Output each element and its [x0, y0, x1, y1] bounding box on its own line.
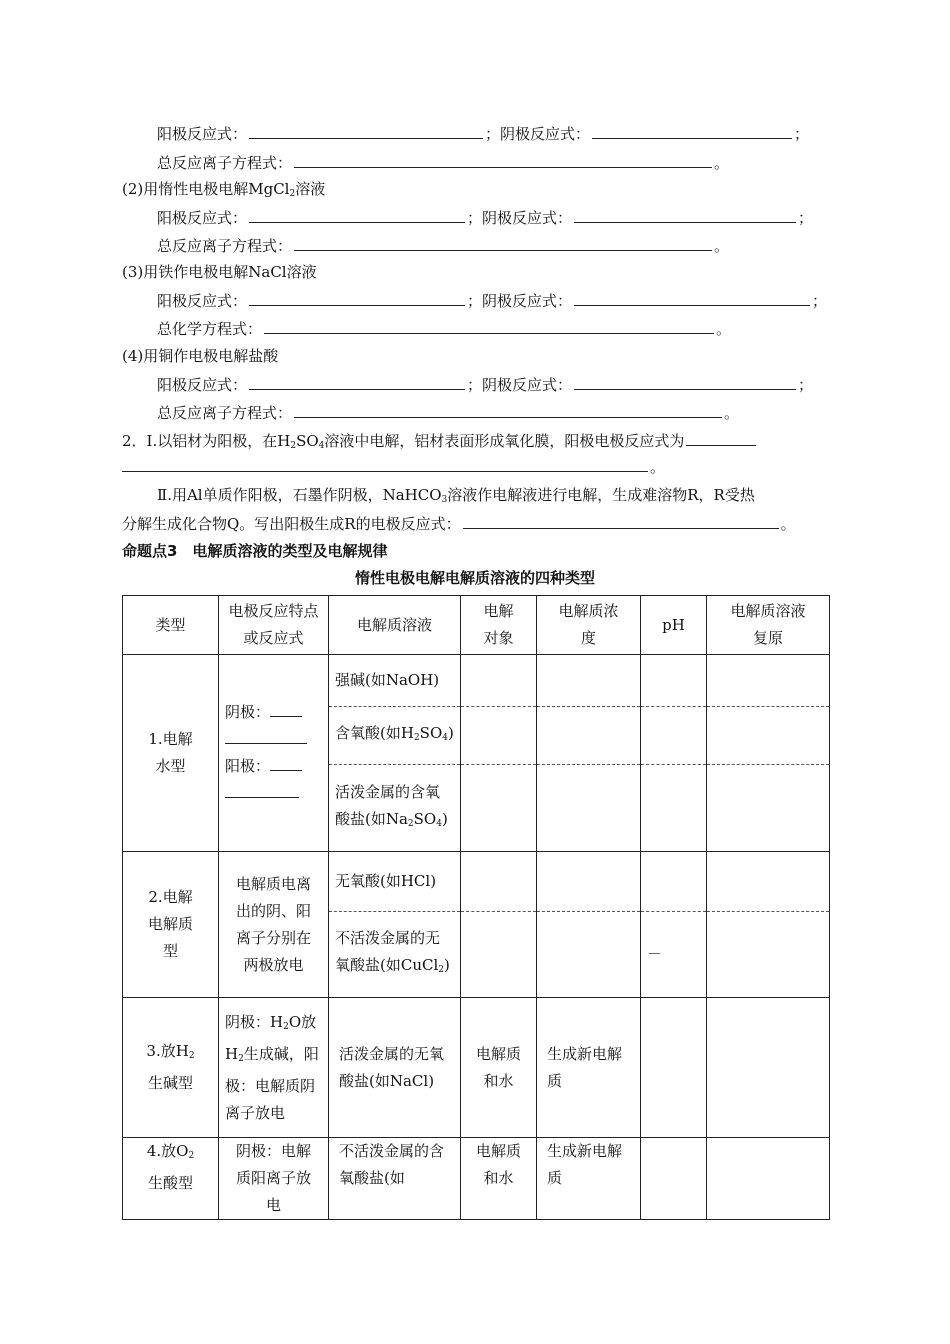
row4-solution: 不活泼金属的含氧酸盐(如	[329, 1138, 461, 1220]
q1-part2-total: 总反应离子方程式： 。	[157, 234, 729, 256]
answer-cell[interactable]	[641, 1138, 707, 1220]
q2-part2: Ⅱ.用Al单质作阳极，石墨作阴极，NaHCO$_3$溶液作电解液进行电解，生成难溶物R，R受热	[157, 486, 755, 505]
q1-part4-total: 总反应离子方程式： 。	[157, 401, 739, 423]
row4-object: 电解质和水	[461, 1138, 537, 1220]
header-feature: 电极反应特点或反应式	[219, 596, 329, 655]
answer-cell[interactable]	[707, 852, 830, 912]
row1a-solution: 强碱(如NaOH)	[329, 655, 461, 707]
answer-blank[interactable]	[294, 151, 712, 168]
q1-total-line: 总反应离子方程式： 。	[157, 151, 729, 173]
q1-part4-line: 阳极反应式： ；阴极反应式： ；	[157, 373, 813, 395]
answer-cell[interactable]	[461, 912, 537, 998]
row2-feature: 电解质电离出的阴、阳离子分别在两极放电	[219, 852, 329, 998]
header-object: 电解对象	[461, 596, 537, 655]
answer-blank[interactable]	[270, 754, 302, 771]
row2-type: 2.电解电解质型	[123, 852, 219, 998]
header-restore: 电解质溶液复原	[707, 596, 830, 655]
row2b-solution: 不活泼金属的无氧酸盐(如CuCl$_2$)	[329, 912, 461, 998]
header-solution: 电解质溶液	[329, 596, 461, 655]
section-title: 命题点3 电解质溶液的类型及电解规律	[122, 542, 388, 560]
q2-part1-cont: 。	[122, 455, 665, 477]
row2b-ph: －	[641, 912, 707, 998]
table-row	[123, 852, 830, 912]
answer-cell[interactable]	[707, 912, 830, 998]
answer-cell[interactable]	[537, 852, 641, 912]
answer-blank[interactable]	[270, 700, 302, 717]
q1-part3-line: 阳极反应式： ；阴极反应式： ；	[157, 289, 827, 311]
answer-blank[interactable]	[592, 122, 792, 139]
row4-conc: 生成新电解质	[537, 1138, 641, 1220]
answer-cell[interactable]	[707, 1138, 830, 1220]
answer-blank[interactable]	[686, 429, 756, 446]
answer-cell[interactable]	[537, 655, 641, 707]
answer-cell[interactable]	[707, 765, 830, 852]
q1-part2-title: (2)用惰性电极电解MgCl$_2$溶液	[122, 180, 326, 199]
row3-type: 3.放$H_2$生碱型	[123, 998, 219, 1138]
answer-cell[interactable]	[461, 707, 537, 765]
row3-feature: 阴极：$H_2O$放$H_2$生成碱，阳极：电解质阴离子放电	[219, 998, 329, 1138]
answer-cell[interactable]	[461, 655, 537, 707]
row4-type: 4.放$O_2$生酸型	[123, 1138, 219, 1220]
header-type: 类型	[123, 596, 219, 655]
answer-blank[interactable]	[294, 401, 722, 418]
q1-part3-total: 总化学方程式： 。	[157, 317, 731, 339]
q2-part2-line2: 分解生成化合物Q。写出阳极生成R的电极反应式： 。	[122, 512, 796, 534]
row1-type: 1.电解水型	[123, 655, 219, 852]
answer-cell[interactable]	[707, 998, 830, 1138]
answer-blank[interactable]	[249, 373, 465, 390]
answer-blank[interactable]	[225, 727, 307, 744]
answer-cell[interactable]	[707, 655, 830, 707]
answer-blank[interactable]	[249, 289, 465, 306]
answer-cell[interactable]	[461, 765, 537, 852]
row4-feature: 阴极：电解质阳离子放电	[219, 1138, 329, 1220]
table-row	[123, 998, 830, 1138]
answer-cell[interactable]	[537, 765, 641, 852]
table-row	[123, 1138, 830, 1220]
row3-conc: 生成新电解质	[537, 998, 641, 1138]
row1c-solution: 活泼金属的含氧酸盐(如$Na_2SO_4$)	[329, 765, 461, 852]
answer-blank[interactable]	[249, 122, 483, 139]
answer-cell[interactable]	[641, 765, 707, 852]
row2a-solution: 无氧酸(如HCl)	[329, 852, 461, 912]
table-header-row	[123, 596, 830, 655]
answer-cell[interactable]	[707, 707, 830, 765]
answer-blank[interactable]	[264, 317, 714, 334]
answer-blank[interactable]	[249, 206, 465, 223]
answer-blank[interactable]	[574, 289, 810, 306]
table-row	[123, 655, 830, 707]
electrolysis-table	[122, 595, 830, 1220]
answer-blank[interactable]	[463, 512, 779, 529]
row1b-solution: 含氧酸(如$H_2SO_4$)	[329, 707, 461, 765]
header-conc: 电解质浓度	[537, 596, 641, 655]
header-ph: pH	[641, 596, 707, 655]
answer-cell[interactable]	[641, 998, 707, 1138]
table-caption: 惰性电极电解电解质溶液的四种类型	[354, 569, 595, 587]
answer-cell[interactable]	[461, 852, 537, 912]
row1-feature: 阴极： 阳极：	[219, 655, 329, 852]
answer-cell[interactable]	[641, 655, 707, 707]
q1-part4-title: (4)用铜作电极电解盐酸	[122, 347, 279, 365]
answer-blank[interactable]	[122, 455, 648, 472]
answer-blank[interactable]	[225, 781, 299, 798]
q1-part3-title: (3)用铁作电极电解NaCl溶液	[122, 263, 317, 281]
answer-blank[interactable]	[574, 206, 796, 223]
answer-cell[interactable]	[641, 852, 707, 912]
answer-cell[interactable]	[537, 912, 641, 998]
answer-cell[interactable]	[641, 707, 707, 765]
row3-object: 电解质和水	[461, 998, 537, 1138]
q1-line1: 阳极反应式： ；阴极反应式： ；	[157, 122, 809, 144]
row3-solution: 活泼金属的无氧酸盐(如NaCl)	[329, 998, 461, 1138]
q2-part1: 2．Ⅰ.以铝材为阳极，在$H_2SO_4$溶液中电解，铝材表面形成氧化膜，阳极电极反应式为	[122, 429, 758, 451]
answer-cell[interactable]	[537, 707, 641, 765]
answer-blank[interactable]	[574, 373, 796, 390]
q1-part2-line: 阳极反应式： ；阴极反应式： ；	[157, 206, 813, 228]
answer-blank[interactable]	[294, 234, 712, 251]
